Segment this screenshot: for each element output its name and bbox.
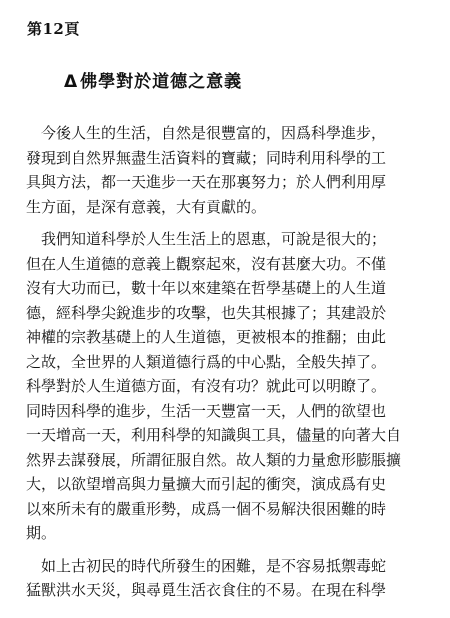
- text-line: 發現到自然界無盡生活資料的寶藏；同時利用科學的工: [26, 148, 387, 167]
- text-line: 之故，全世界的人類道德行爲的中心點，全般失掉了。: [26, 352, 387, 371]
- delta-marker-icon: Δ: [64, 72, 79, 92]
- text-line: 一天增高一天，利用科學的知識與工具，儘量的向著大自: [26, 426, 402, 444]
- text-line: 我們知道科學於人生生活上的恩惠，可說是很大的；: [26, 230, 387, 248]
- body-text: [26, 121, 426, 603]
- text-line: 同時因科學的進步，生活一天豐富一天，人們的欲望也: [26, 401, 387, 420]
- text-line: 生方面，是深有意義，大有貢獻的。: [26, 197, 267, 216]
- text-line: 以來所未有的嚴重形勢，成爲一個不易解決很困難的時: [26, 499, 387, 518]
- text-line: 大，以欲望增高與力量擴大而引起的衝突，演成爲有史: [26, 475, 387, 493]
- text-line: 德，經科學尖銳進步的攻擊，也失其根據了；其建設於: [26, 303, 387, 322]
- text-line: 猛獸洪水天災，與尋覓生活衣食住的不易。在現在科學: [26, 581, 387, 599]
- text-line: 神權的宗教基礎上的人生道德，更被根本的推翻；由此: [26, 328, 387, 346]
- paragraph: [26, 121, 426, 219]
- text-line: 具與方法，都一天進步一天在那裏努力；於人們利用厚: [26, 173, 387, 191]
- text-line: 但在人生道德的意義上觀察起來，沒有甚麼大功。不僅: [26, 254, 387, 273]
- text-line: 今後人生的生活，自然是很豐富的，因爲科學進步，: [26, 124, 387, 142]
- paragraph: [26, 554, 426, 603]
- page-number: 第12頁: [27, 20, 80, 38]
- text-line: 期。: [26, 524, 57, 542]
- section-title: 佛學對於道德之意義: [80, 72, 243, 92]
- paragraph: [26, 227, 426, 546]
- text-line: 如上古初民的時代所發生的困難，是不容易抵禦毒蛇: [26, 556, 387, 575]
- text-line: 然界去謀發展，所謂征服自然。故人類的力量愈形膨脹擴: [26, 450, 402, 469]
- text-line: 沒有大功而已，數十年以來建築在哲學基礎上的人生道: [26, 279, 387, 297]
- paragraph-spacer: [26, 546, 426, 554]
- paragraph-spacer: [26, 219, 426, 227]
- section-heading: [64, 67, 242, 92]
- text-line: 科學對於人生道德方面，有沒有功？就此可以明瞭了。: [26, 377, 387, 395]
